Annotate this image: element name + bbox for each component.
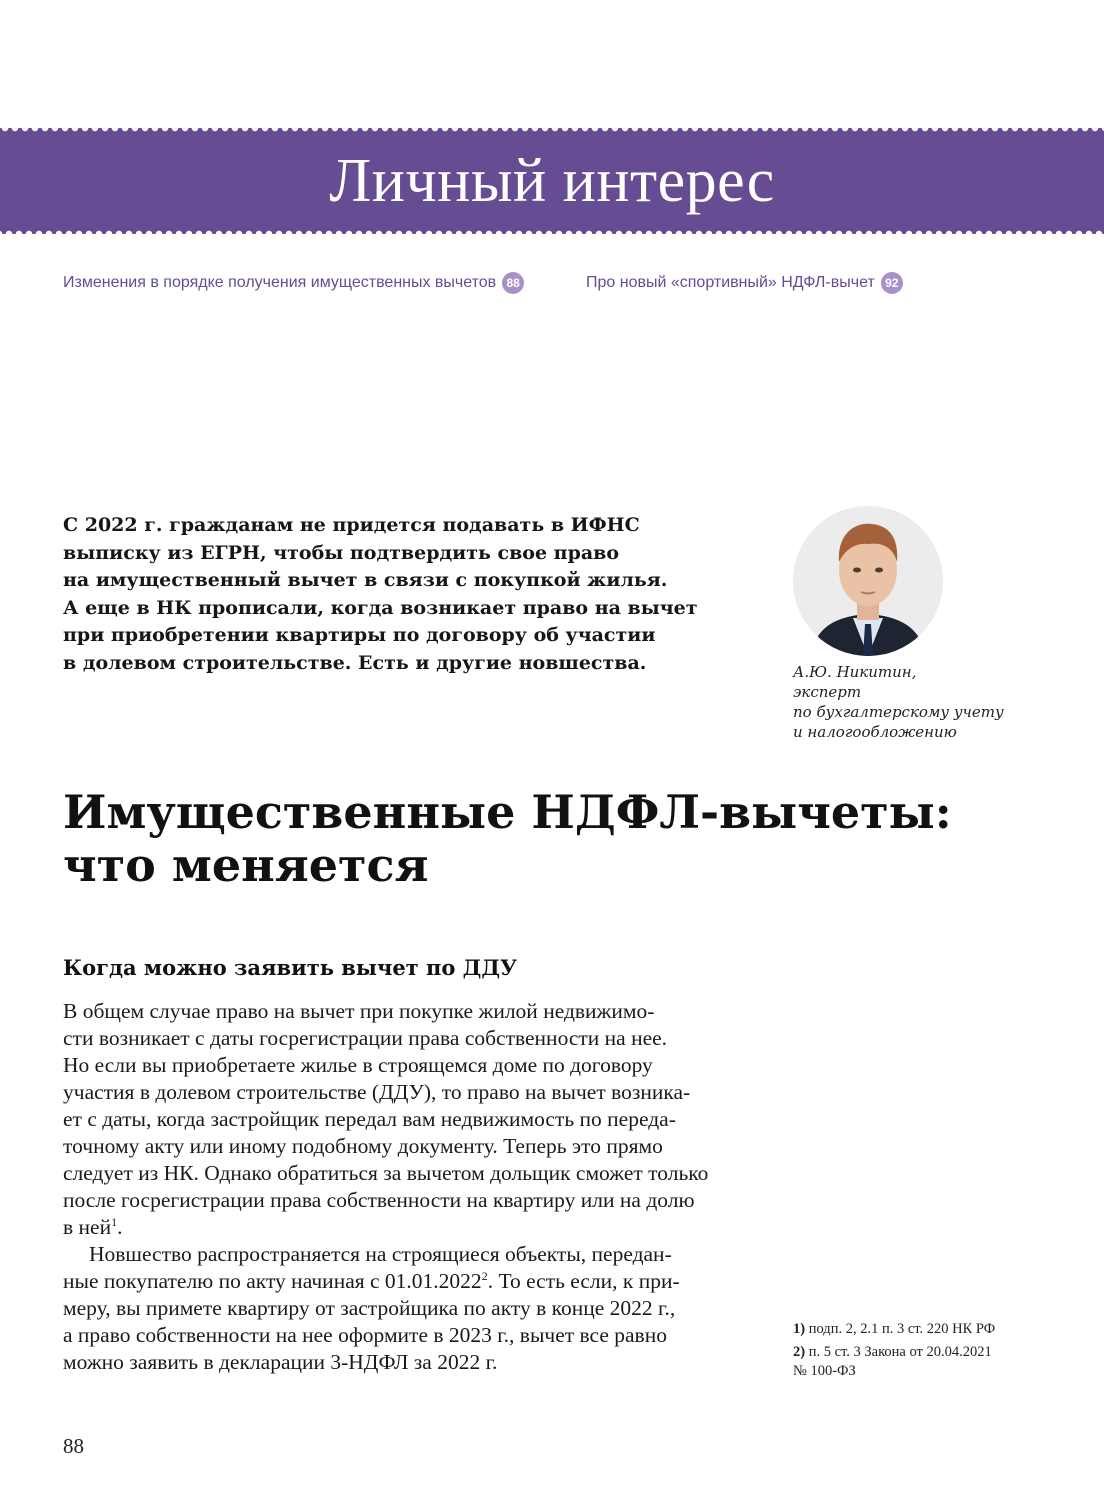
related-link-label[interactable]: Про новый «спортивный» НДФЛ-вычет bbox=[586, 274, 875, 292]
body-line: а право собственности на нее оформите в 2023 г., вычет все равно bbox=[63, 1323, 667, 1347]
lead-line: С 2022 г. гражданам не придется подавать в ИФНС bbox=[63, 514, 640, 536]
page-badge: 88 bbox=[502, 272, 524, 294]
body-line: В общем случае право на вычет при покупке жилой недвижимо- bbox=[63, 999, 655, 1023]
related-link-label[interactable]: Изменения в порядке получения имущественных вычетов bbox=[63, 274, 497, 292]
footnote-line bbox=[793, 1343, 995, 1362]
footnote-number: 1) bbox=[793, 1321, 806, 1337]
section-heading: Когда можно заявить вычет по ДДУ bbox=[63, 955, 518, 980]
author-line: и налогообложению bbox=[793, 723, 957, 741]
section-banner bbox=[0, 128, 1104, 234]
page-number: 88 bbox=[63, 1434, 84, 1458]
body-line: меру, вы примете квартиру от застройщика по акту в конце 2022 г., bbox=[63, 1296, 676, 1320]
lead-paragraph bbox=[63, 512, 753, 677]
lead-line: при приобретении квартиры по договору об участии bbox=[63, 624, 656, 646]
body-line: участия в долевом строительстве (ДДУ), то право на вычет возника- bbox=[63, 1080, 691, 1104]
author-portrait-image bbox=[793, 506, 943, 656]
body-text-fragment: ные покупателю по акту начиная с 01.01.2022 bbox=[63, 1269, 482, 1293]
related-link-sport-deduction[interactable] bbox=[586, 272, 903, 294]
body-line: Новшество распространяется на строящиеся объекты, передан- bbox=[89, 1242, 672, 1266]
article-title bbox=[63, 786, 952, 892]
author-photo bbox=[793, 506, 943, 656]
page-badge: 92 bbox=[881, 272, 903, 294]
section-title: Личный интерес bbox=[329, 147, 775, 215]
body-line: сти возникает с даты госрегистрации права собственности на нее. bbox=[63, 1026, 668, 1050]
author-caption bbox=[793, 662, 1004, 742]
footnotes bbox=[793, 1320, 995, 1385]
author-line: А.Ю. Никитин, bbox=[793, 663, 917, 681]
footnote bbox=[793, 1320, 995, 1339]
lead-line: выписку из ЕГРН, чтобы подтвердить свое право bbox=[63, 541, 620, 564]
body-line bbox=[63, 1214, 753, 1241]
related-link-property-deductions[interactable] bbox=[63, 272, 524, 294]
article-body bbox=[63, 998, 753, 1376]
lead-line: А еще в НК прописали, когда возникает право на вычет bbox=[63, 596, 698, 619]
footnote-number: 2) bbox=[793, 1344, 806, 1360]
body-text-fragment: . То есть если, к при- bbox=[487, 1269, 680, 1293]
footnote-text: подп. 2, 2.1 п. 3 ст. 220 НК РФ bbox=[808, 1321, 996, 1337]
body-line bbox=[63, 1268, 753, 1295]
footnote-ref[interactable]: 2 bbox=[481, 1268, 488, 1283]
body-line: ет с даты, когда застройщик передал вам недвижимость по переда- bbox=[63, 1107, 676, 1131]
body-line: точному акту или иному подобному документу. Теперь это прямо bbox=[63, 1134, 663, 1158]
body-line: после госрегистрации права собственности на квартиру или на долю bbox=[63, 1188, 695, 1212]
lead-line: на имущественный вычет в связи с покупкой жилья. bbox=[63, 569, 668, 591]
footnote-text: № 100-ФЗ bbox=[793, 1363, 856, 1379]
author-line: эксперт bbox=[793, 683, 862, 701]
body-line: Но если вы приобретаете жилье в строящемся доме по договору bbox=[63, 1053, 653, 1077]
body-text-fragment: . bbox=[117, 1215, 123, 1239]
author-line: по бухгалтерскому учету bbox=[793, 703, 1004, 721]
footnote-line bbox=[793, 1320, 995, 1339]
footnote-text: п. 5 ст. 3 Закона от 20.04.2021 bbox=[808, 1344, 992, 1360]
footnote-ref[interactable]: 1 bbox=[111, 1214, 118, 1229]
footnote bbox=[793, 1343, 995, 1381]
body-text-fragment: в ней bbox=[63, 1215, 112, 1239]
article-title-line: Имущественные НДФЛ-вычеты: bbox=[63, 785, 952, 839]
body-line: следует из НК. Однако обратиться за вычетом дольщик сможет только bbox=[63, 1161, 709, 1185]
lead-line: в долевом строительстве. Есть и другие новшества. bbox=[63, 651, 647, 674]
body-line: можно заявить в декларации 3-НДФЛ за 2022 г. bbox=[63, 1350, 498, 1374]
article-title-line: что меняется bbox=[63, 838, 429, 892]
